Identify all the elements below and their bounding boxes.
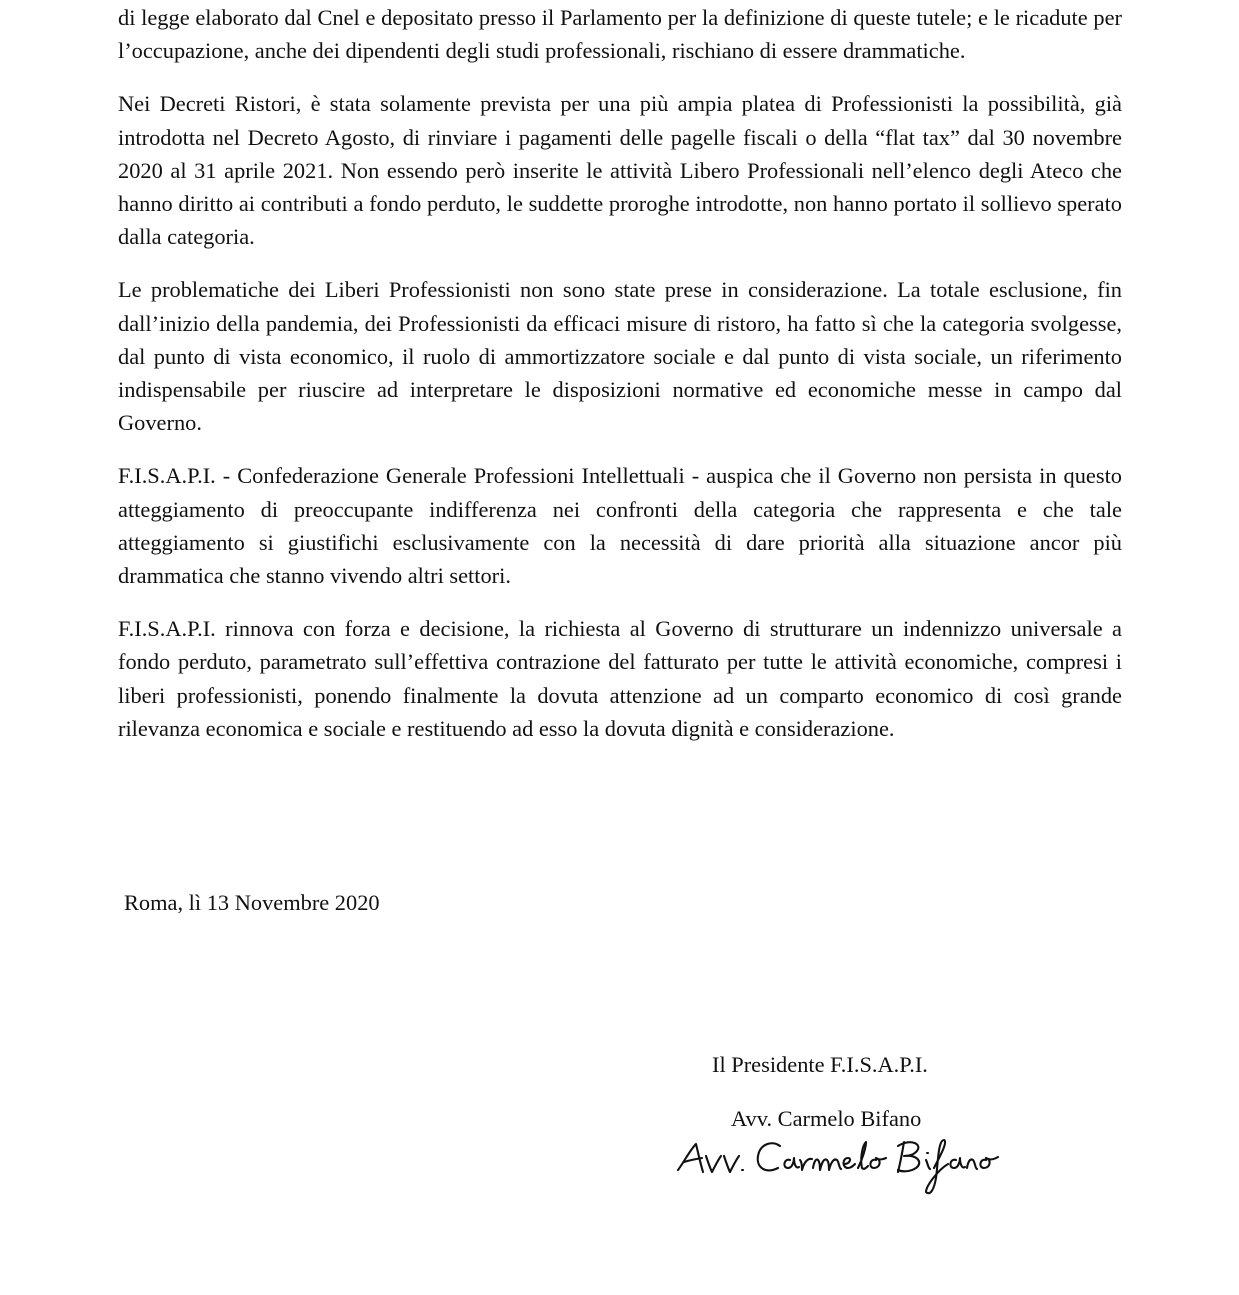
date-line: Roma, lì 13 Novembre 2020 xyxy=(124,890,380,915)
paragraph-2: Nei Decreti Ristori, è stata solamente prevista per una più ampia platea di Professionisti la possibilità, già introdotta nel Decreto Agosto, di rinviare i pagamenti delle pagelle fiscali o della “flat tax” dal 30 novembre 2020 al 31 aprile 2021. Non essendo però inserite le attività Libero Professionali nell’elenco degli Ateco che hanno diritto ai contributi a fondo perduto, le suddette proroghe introdotte, non hanno portato il sollievo sperato dalla categoria. xyxy=(118,91,1122,250)
letter-body xyxy=(118,1,1122,765)
paragraph-3: Le problematiche dei Liberi Professionisti non sono state prese in considerazione. La totale esclusione, fin dall’inizio della pandemia, dei Professionisti da efficaci misure di ristoro, ha fatto sì che la categoria svolgesse, dal punto di vista economico, il ruolo di ammortizzatore sociale e dal punto di vista sociale, un riferimento indispensabile per riuscire ad interpretare le disposizioni normative ed economiche messe in campo dal Governo. xyxy=(118,277,1122,436)
paragraph-5: F.I.S.A.P.I. rinnova con forza e decisione, la richiesta al Governo di strutturare un indennizzo universale a fondo perduto, parametrato sull’effettiva contrazione del fatturato per tutte le attività economiche, compresi i liberi professionisti, ponendo finalmente la dovuta attenzione ad un comparto economico di così grande rilevanza economica e sociale e restituendo ad esso la dovuta dignità e considerazione. xyxy=(118,616,1122,741)
signatory-title: Il Presidente F.I.S.A.P.I. xyxy=(712,1052,928,1077)
paragraph-4: F.I.S.A.P.I. - Confederazione Generale Professioni Intellettuali - auspica che il Governo non persista in questo atteggiamento di preoccupante indifferenza nei confronti della categoria che rappresenta e che tale atteggiamento si giustifichi esclusivamente con la necessità di dare priorità alla situazione ancor più drammatica che stanno vivendo altri settori. xyxy=(118,463,1122,589)
paragraph-1: di legge elaborato dal Cnel e depositato presso il Parlamento per la definizione di queste tutele; e le ricadute per l’occupazione, anche dei dipendenti degli studi professionali, rischiano di essere drammatiche. xyxy=(118,5,1122,64)
handwritten-signature xyxy=(672,1134,1012,1198)
signatory-name: Avv. Carmelo Bifano xyxy=(731,1106,922,1131)
